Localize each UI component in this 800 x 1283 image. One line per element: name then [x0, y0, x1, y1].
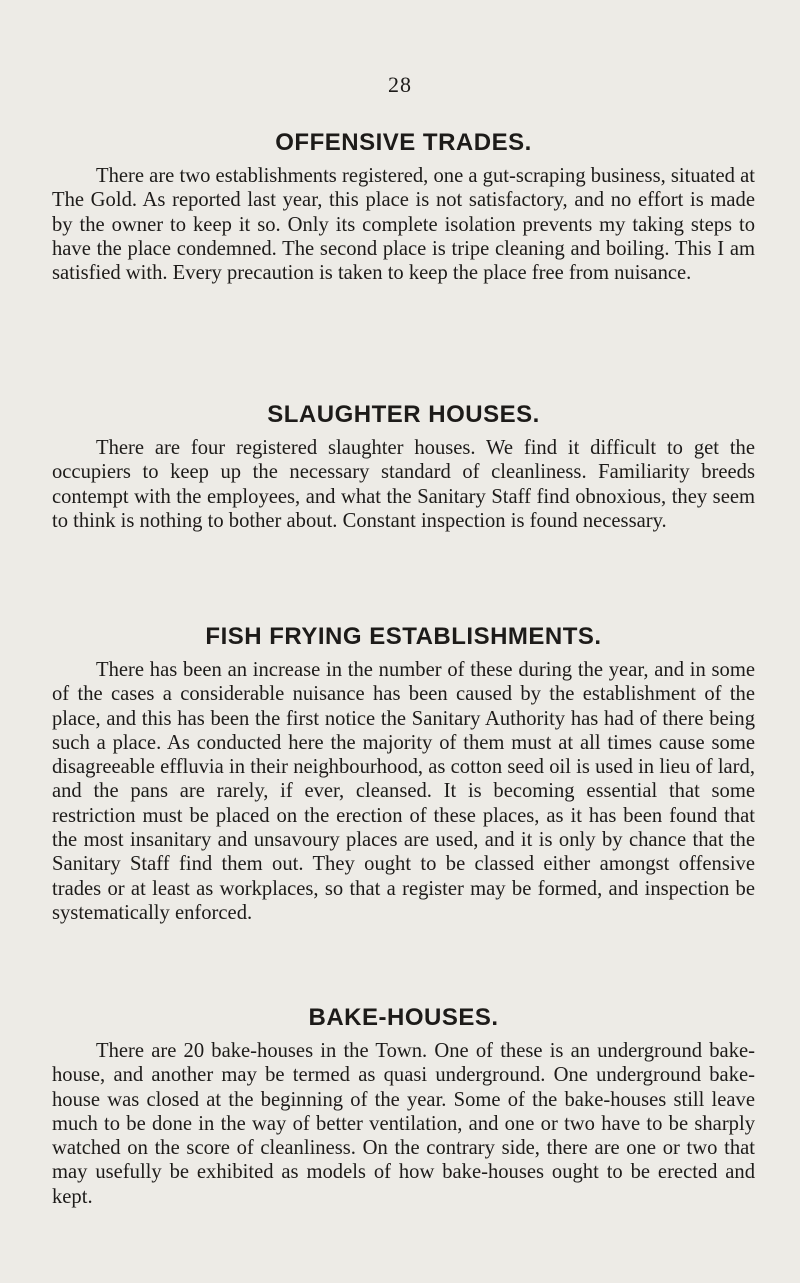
section-body: There are four registered slaughter houses. We find it difficult to get the occupiers to keep up the necessary standard of cleanliness. Familiarity breeds contempt with the employees, and what the Sanitary Staff find obnoxious, they seem to think is nothing to bother about. Constant inspection is found necessary. [52, 437, 755, 532]
section-body: There are two establishments registered, one a gut-scraping business, situated at The Gold. As reported last year, this place is not satisfactory, and no effort is made by the owner to keep it so. Only its complete isolation prevents my taking steps to have the place condemned. The second place is tripe cleaning and boiling. This I am satisfied with. Every precaution is taken to keep the place free from nuisance. [52, 165, 755, 285]
section-heading: FISH FRYING ESTABLISHMENTS. [205, 623, 602, 650]
section-heading: BAKE-HOUSES. [308, 1004, 499, 1031]
section-heading: SLAUGHTER HOUSES. [267, 401, 540, 428]
section-slaughter-houses [52, 398, 755, 533]
section-body: There are 20 bake-houses in the Town. One of these is an underground bake-house, and another may be termed as quasi underground. One underground bake-house was closed at the beginning of the year. Some of the bake-houses still leave much to be done in the way of better ventilation, and one or two have to be sharply watched on the score of cleanliness. On the contrary side, there are one or two that may usefully be exhibited as models of how bake-houses ought to be erected and kept. [52, 1040, 755, 1208]
section-heading: OFFENSIVE TRADES. [275, 129, 532, 156]
page-number: 28 [388, 72, 412, 97]
section-bake-houses [52, 1001, 755, 1209]
section-offensive-trades [52, 126, 755, 285]
section-fish-frying [52, 620, 755, 925]
section-body: There has been an increase in the number of these during the year, and in some of the cases a considerable nuisance has been caused by the establishment of the place, and this has been the first notice the Sanitary Authority has had of there being such a place. As conducted here the majority of them must at all times cause some disagreeable effluvia in their neighbourhood, as cotton seed oil is used in lieu of lard, and the pans are rarely, if ever, cleansed. It is becoming essential that some restriction must be placed on the erection of these places, as it has been found that the most insanitary and unsavoury places are used, and it is only by chance that the Sanitary Staff find them out. They ought to be classed either amongst offensive trades or at least as workplaces, so that a register may be formed, and inspection be systematically enforced. [52, 659, 755, 924]
